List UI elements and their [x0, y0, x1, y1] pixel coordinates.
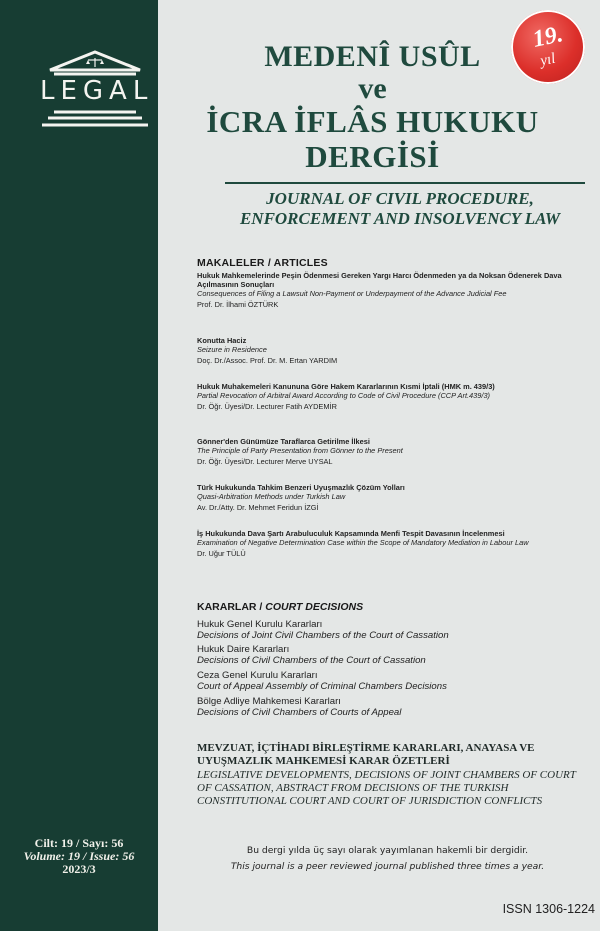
article-author: Dr. Uğur TÜLÜ [197, 549, 246, 558]
legal-logo [40, 50, 154, 130]
legislation-en: LEGISLATIVE DEVELOPMENTS, DECISIONS OF JOINT CHAMBERS OF COURT OF CASSATION, ABSTRACT FROM DECISIONS OF THE TURKISH CONSTITUTIONAL COURT AND COURT OF JURISDICTION CONFLICTS [197, 769, 576, 807]
decision-item [197, 644, 577, 666]
decision-en: Court of Appeal Assembly of Criminal Chambers Decisions [197, 681, 447, 692]
decision-en: Decisions of Civil Chambers of the Court of Cassation [197, 655, 426, 666]
article-author: Av. Dr./Atty. Dr. Mehmet Feridun İZGİ [197, 503, 319, 512]
decision-tr: Bölge Adliye Mahkemesi Kararları [197, 696, 341, 707]
article-title-en: Consequences of Filing a Lawsuit Non-Payment or Underpayment of the Advance Judicial Fee [197, 289, 507, 298]
article-author: Doç. Dr./Assoc. Prof. Dr. M. Ertan YARDIM [197, 356, 338, 365]
issue-date: 2023/3 [62, 862, 96, 876]
article-item [197, 483, 567, 512]
cover-spine [0, 0, 158, 931]
journal-title [205, 40, 540, 174]
decision-item [197, 696, 577, 718]
article-item [197, 271, 567, 309]
article-title-en: Examination of Negative Determination Case within the Scope of Mandatory Mediation in Labour Law [197, 538, 529, 547]
journal-subtitle [210, 189, 590, 229]
article-title-tr: Hukuk Mahkemelerinde Peşin Ödenmesi Gereken Yargı Harcı Ödenmeden ya da Noksan Ödenerek Dava Açılmasının Sonuçları [197, 271, 562, 289]
title-line-4: DERGİSİ [305, 139, 440, 174]
badge-word: yıl [538, 50, 557, 70]
subtitle-line-1: JOURNAL OF CIVIL PROCEDURE, [266, 189, 534, 208]
decisions-heading-en: COURT DECISIONS [265, 601, 364, 613]
article-title-en: The Principle of Party Presentation from Gönner to the Present [197, 446, 403, 455]
volume-en: Volume: 19 / Issue: 56 [23, 849, 135, 863]
article-item [197, 437, 567, 466]
article-title-tr: Gönner'den Günümüze Taraflarca Getirilme İlkesi [197, 437, 370, 446]
logo-text: LEGAL [40, 76, 154, 106]
peer-review-note [200, 843, 575, 875]
article-author: Dr. Öğr. Üyesi/Dr. Lecturer Fatih AYDEMİR [197, 402, 337, 411]
volume-tr: Cilt: 19 / Sayı: 56 [34, 836, 124, 850]
title-divider [225, 182, 585, 184]
article-title-en: Quasi-Arbitration Methods under Turkish Law [197, 492, 346, 501]
decision-tr: Hukuk Daire Kararları [197, 644, 290, 655]
decision-tr: Hukuk Genel Kurulu Kararları [197, 619, 323, 630]
title-line-1: MEDENÎ USÛL [264, 40, 481, 73]
articles-heading: MAKALELER / ARTICLES [197, 257, 328, 269]
decision-item [197, 619, 577, 641]
article-title-tr: Konutta Haciz [197, 336, 247, 345]
title-line-2: ve [358, 72, 387, 105]
article-item [197, 529, 567, 558]
decisions-heading [197, 601, 363, 613]
volume-info [0, 837, 158, 876]
article-author: Prof. Dr. İlhami ÖZTÜRK [197, 300, 279, 309]
article-title-tr: Hukuk Muhakemeleri Kanununa Göre Hakem Kararlarının Kısmi İptali (HMK m. 439/3) [197, 382, 495, 391]
legislation-section [197, 742, 582, 808]
note-tr: Bu dergi yılda üç sayı olarak yayımlanan hakemli bir dergidir. [246, 845, 529, 856]
badge-number: 19. [530, 21, 566, 53]
legislation-tr: MEVZUAT, İÇTİHADI BİRLEŞTİRME KARARLARI, ANAYASA VE UYUŞMAZLIK MAHKEMESİ KARAR ÖZETLERİ [197, 742, 535, 767]
article-title-tr: İş Hukukunda Dava Şartı Arabuluculuk Kapsamında Menfi Tespit Davasının İncelenmesi [197, 529, 505, 538]
article-title-tr: Türk Hukukunda Tahkim Benzeri Uyuşmazlık Çözüm Yolları [197, 483, 405, 492]
article-item [197, 382, 567, 411]
article-title-en: Seizure in Residence [197, 345, 267, 354]
article-title-en: Partial Revocation of Arbitral Award According to Code of Civil Procedure (CCP Art.439/3) [197, 391, 491, 400]
issn-number: ISSN 1306-1224 [502, 902, 595, 916]
subtitle-line-2: ENFORCEMENT AND INSOLVENCY LAW [239, 209, 561, 228]
article-item [197, 336, 567, 365]
title-line-3: İCRA İFLÂS HUKUKU [206, 104, 539, 139]
decision-en: Decisions of Civil Chambers of Courts of Appeal [197, 707, 402, 718]
decision-en: Decisions of Joint Civil Chambers of the Court of Cassation [197, 630, 449, 641]
note-en: This journal is a peer reviewed journal published three times a year. [230, 861, 545, 872]
decision-item [197, 670, 577, 692]
decision-tr: Ceza Genel Kurulu Kararları [197, 670, 318, 681]
decisions-heading-tr: KARARLAR / [197, 601, 266, 613]
article-author: Dr. Öğr. Üyesi/Dr. Lecturer Merve UYSAL [197, 457, 333, 466]
